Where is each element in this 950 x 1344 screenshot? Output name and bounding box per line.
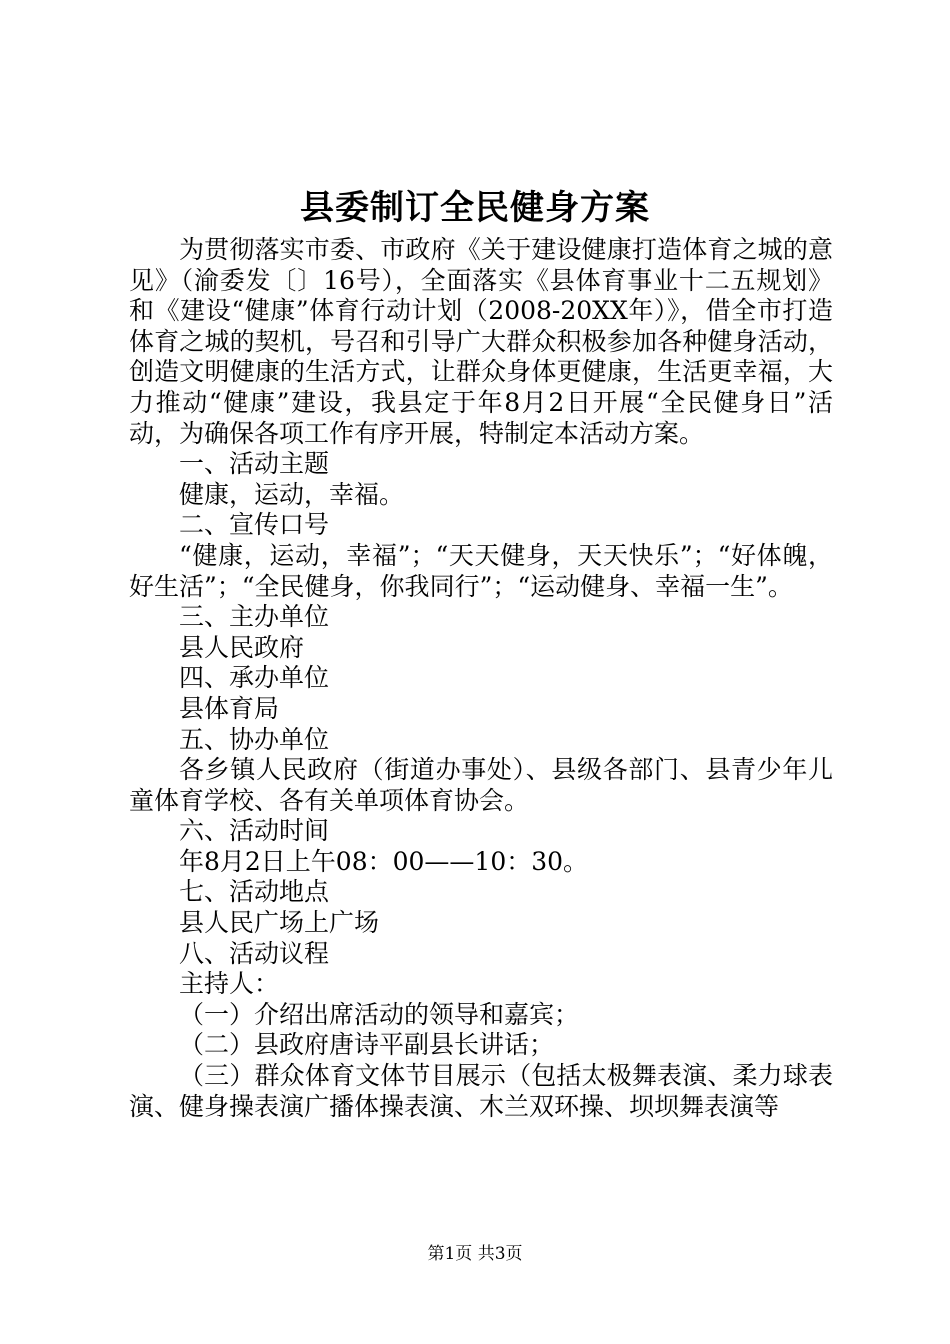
agenda-item-1: （一）介绍出席活动的领导和嘉宾； xyxy=(179,999,580,1029)
heading-organizer: 三、主办单位 xyxy=(179,602,330,632)
paragraph-intro: 为贯彻落实市委、市政府《关于建设健康打造体育之城的意见》（渝委发〔〕16号），全面落实《县体育事业十二五规划》和《建设“健康”体育行动计划（2008-20XX年）》，借全市打造体育之城的契机，号召和引导广大群众积极参加各种健身活动，创造文明健康的生活方式，让群众身体更健康，生活更幸福，大力推动“健康”建设，我县定于年8月2日开展“全民健身日”活动，为确保各项工作有序开展，特制定本活动方案。 xyxy=(129,235,833,448)
heading-activity-time: 六、活动时间 xyxy=(179,816,330,846)
paragraph-activity-theme: 健康，运动，幸福。 xyxy=(179,479,405,509)
agenda-item-2: （二）县政府唐诗平副县长讲话； xyxy=(179,1030,555,1060)
document-body xyxy=(129,235,833,1122)
heading-slogans: 二、宣传口号 xyxy=(179,510,330,540)
heading-undertaker: 四、承办单位 xyxy=(179,663,330,693)
agenda-item-3: （三）群众体育文体节目展示（包括太极舞表演、柔力球表演、健身操表演广播体操表演、木兰双环操、坝坝舞表演等 xyxy=(129,1061,833,1121)
paragraph-host: 主持人： xyxy=(179,969,280,999)
heading-co-organizer: 五、协办单位 xyxy=(179,724,330,754)
document-title: 县委制订全民健身方案 xyxy=(300,188,650,228)
heading-activity-location: 七、活动地点 xyxy=(179,877,330,907)
paragraph-undertaker: 县体育局 xyxy=(179,693,280,723)
paragraph-organizer: 县人民政府 xyxy=(179,632,305,662)
paragraph-activity-time: 年8月2日上午08：00——10：30。 xyxy=(179,846,589,876)
heading-activity-theme: 一、活动主题 xyxy=(179,449,330,479)
paragraph-activity-location: 县人民广场上广场 xyxy=(179,908,380,938)
paragraph-co-organizer: 各乡镇人民政府（街道办事处）、县级各部门、县青少年儿童体育学校、各有关单项体育协会。 xyxy=(129,755,833,815)
page-footer: 第1页 共3页 xyxy=(427,1244,523,1264)
heading-activity-agenda: 八、活动议程 xyxy=(179,938,330,968)
paragraph-slogans: “健康，运动，幸福”；“天天健身，天天快乐”；“好体魄，好生活”；“全民健身，你我同行”；“运动健身、幸福一生”。 xyxy=(129,540,833,601)
